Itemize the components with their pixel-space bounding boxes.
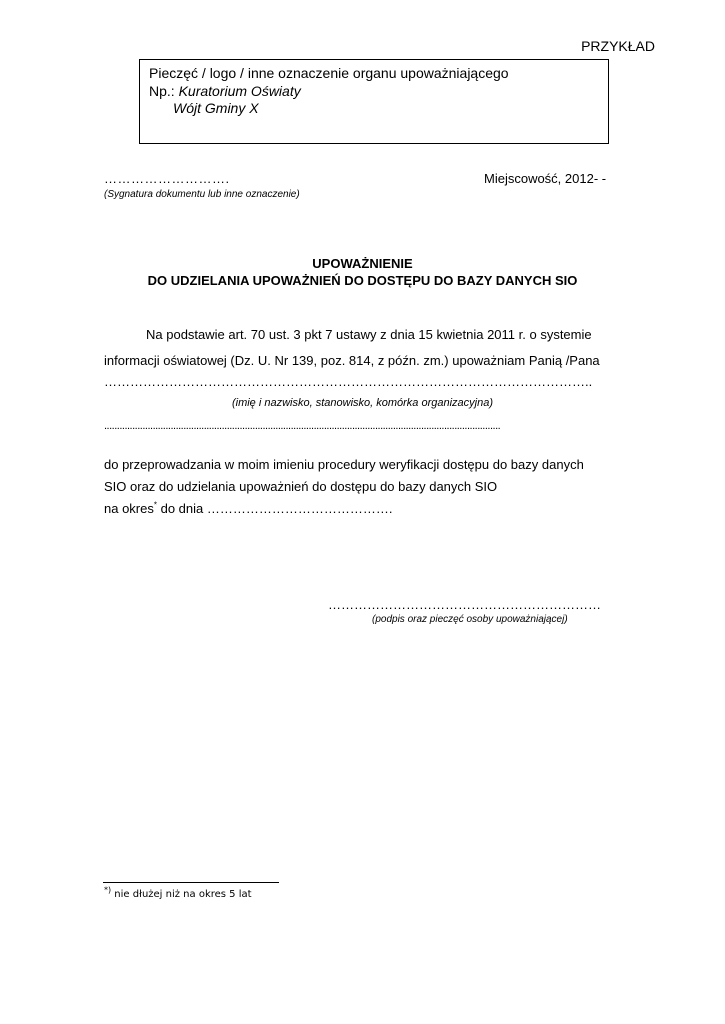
name-dots-2: ........................................................................................................................................................... [104,420,501,432]
title-line-1: UPOWAŻNIENIE [312,256,413,271]
stamp-line-1: Pieczęć / logo / inne oznaczenie organu upoważniającego [149,65,509,81]
period-label: na okres [104,501,154,516]
footnote-rule [103,882,279,883]
signature-ref-dots: ………………………. [104,171,230,186]
example-label: PRZYKŁAD [581,38,655,54]
footnote-text: nie dłużej niż na okres 5 lat [111,889,252,900]
name-dots: ………………………………………………………………………………………………….. [104,374,593,389]
legal-basis-paragraph [104,322,620,374]
body-line-1: do przeprowadzania w moim imieniu procedury weryfikacji dostępu do bazy danych [104,457,584,472]
footnote [104,885,252,900]
stamp-line-2 [149,83,608,101]
stamp-box [139,59,609,144]
authorization-body [104,454,620,520]
title-line-2: DO UDZIELANIA UPOWAŻNIEŃ DO DOSTĘPU DO BAZY DANYCH SIO [147,273,578,288]
document-title [0,255,725,289]
stamp-prefix: Np.: [149,82,179,99]
footnote-marker: * [153,500,157,510]
stamp-example-2: Wójt Gminy X [173,100,259,116]
paragraph-line-2: informacji oświatowej (Dz. U. Nr 139, poz. 814, z późn. zm.) upoważniam Panią /Pana [104,353,600,368]
body-line-2: SIO oraz do udzielania upoważnień do dostępu do bazy danych SIO [104,479,498,494]
footnote-ref: *) [104,885,112,895]
signature-ref-caption: (Sygnatura dokumentu lub inne oznaczenie) [104,189,300,200]
place-date: Miejscowość, 2012- - [484,171,607,186]
body-line-3 [104,498,620,520]
paragraph-line-1: Na podstawie art. 70 ust. 3 pkt 7 ustawy z dnia 15 kwietnia 2011 r. o systemie [146,327,592,342]
signature-dots: ……………………………………………………… [328,597,601,612]
signature-caption: (podpis oraz pieczęć osoby upoważniającej) [372,614,568,625]
period-dots: do dnia ……………………………………. [157,501,393,516]
stamp-example-1: Kuratorium Oświaty [178,82,301,99]
name-caption: (imię i nazwisko, stanowisko, komórka organizacyjna) [231,397,494,409]
